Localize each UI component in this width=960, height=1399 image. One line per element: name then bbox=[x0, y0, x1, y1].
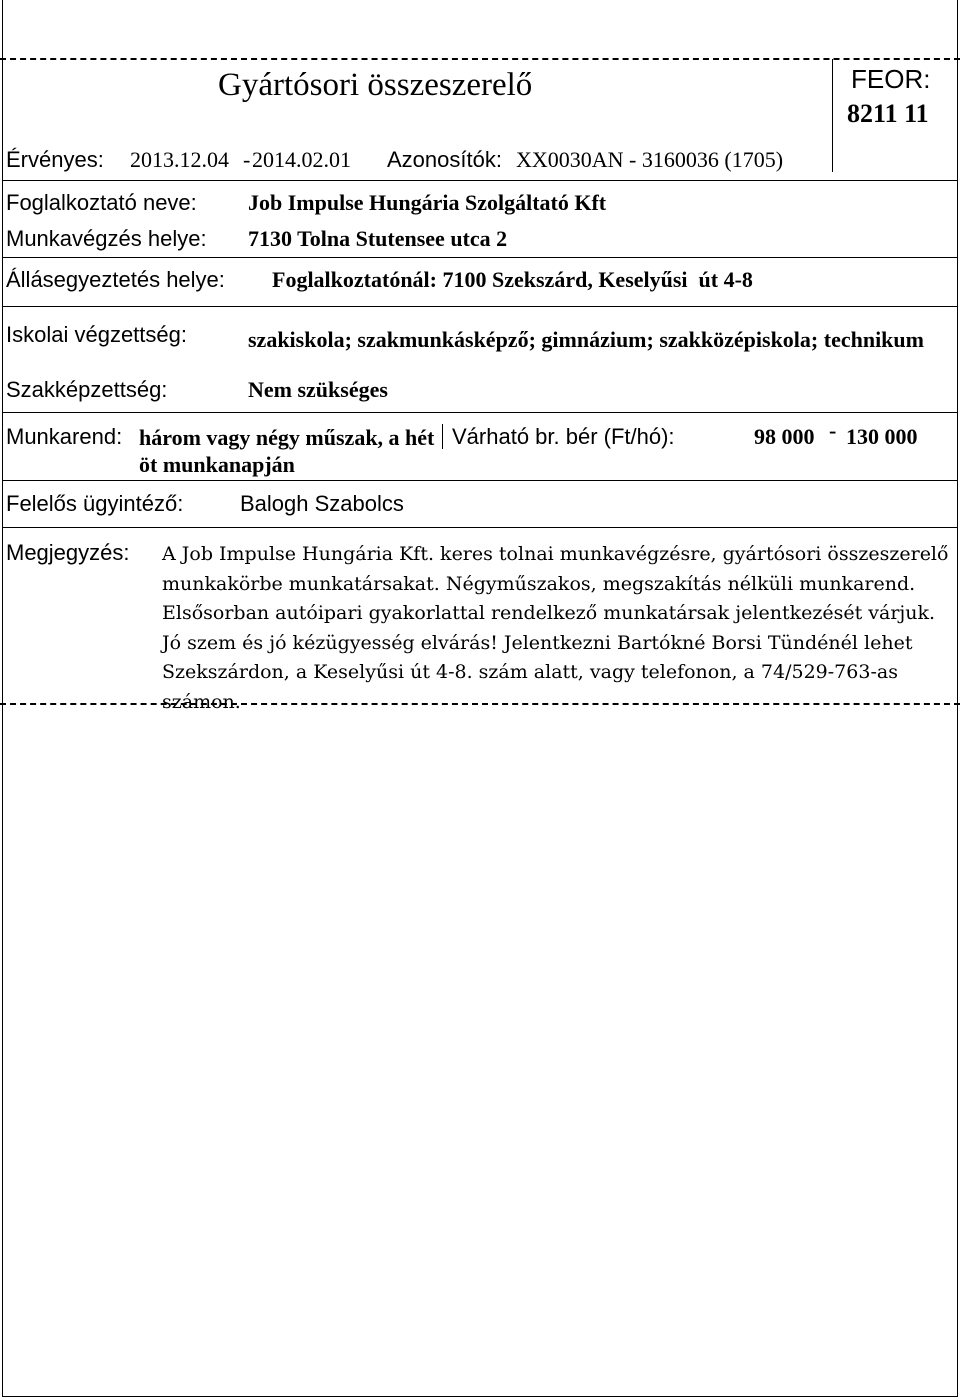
interview-value: Foglalkoztatónál: 7100 Szekszárd, Keselyűsi út 4-8 bbox=[272, 267, 753, 292]
employer-value: Job Impulse Hungária Szolgáltató Kft bbox=[248, 190, 607, 215]
validity-to: 2014.02.01 bbox=[252, 147, 351, 172]
feor-label: FEOR: bbox=[851, 64, 931, 94]
salary-separator: - bbox=[829, 418, 837, 443]
divider-after-interview bbox=[2, 306, 958, 307]
contact-value: Balogh Szabolcs bbox=[240, 491, 404, 516]
note-label: Megjegyzés: bbox=[6, 540, 130, 565]
education-value: szakiskola; szakmunkásképző; gimnázium; szakközépiskola; technikum bbox=[248, 327, 924, 352]
schedule-label: Munkarend: bbox=[6, 424, 123, 449]
salary-max: 130 000 bbox=[846, 424, 918, 449]
divider-after-contact bbox=[2, 527, 958, 528]
salary-min: 98 000 bbox=[754, 424, 815, 449]
qualification-label: Szakképzettség: bbox=[6, 377, 168, 402]
ids-value: XX0030AN - 3160036 (1705) bbox=[516, 147, 784, 172]
education-label: Iskolai végzettség: bbox=[6, 322, 187, 347]
contact-label: Felelős ügyintéző: bbox=[6, 491, 184, 516]
top-dashed-cut-line bbox=[0, 58, 960, 60]
workplace-value: 7130 Tolna Stutensee utca 2 bbox=[248, 226, 508, 251]
divider-after-header bbox=[2, 180, 958, 181]
ids-label: Azonosítók: bbox=[387, 147, 502, 172]
workplace-label: Munkavégzés helye: bbox=[6, 226, 207, 251]
employer-label: Foglalkoztató neve: bbox=[6, 190, 197, 215]
divider-after-schedule bbox=[2, 480, 958, 481]
validity-from: 2013.12.04 bbox=[130, 147, 229, 172]
feor-divider bbox=[832, 59, 833, 172]
validity-separator: - bbox=[243, 147, 251, 172]
interview-label: Állásegyeztetés helye: bbox=[6, 267, 225, 292]
feor-code: 8211 11 bbox=[847, 99, 929, 128]
job-title: Gyártósori összeszerelő bbox=[218, 67, 533, 103]
validity-label: Érvényes: bbox=[6, 147, 104, 172]
qualification-value: Nem szükséges bbox=[248, 377, 388, 402]
divider-after-workplace bbox=[2, 257, 958, 258]
schedule-value: három vagy négy műszak, a hét öt munkanapján bbox=[139, 425, 435, 477]
salary-label: Várható br. bér (Ft/hó): bbox=[452, 424, 675, 449]
divider-after-qualification bbox=[2, 412, 958, 413]
note-value: A Job Impulse Hungária Kft. keres tolnai munkavégzésre, gyártósori összeszerelő munkakörbe munkatársakat. Négyműszakos, megszakítás nélküli munkarend. Elsősorban autóipari gyakorlattal rendelkező munkatársak jelentkezését várjuk. Jó szem és jó kézügyesség elvárás! Jelentkezni Bartókné Borsi Tündénél lehet Szekszárdon, a Keselyűsi út 4-8. szám alatt, vagy telefonon, a 74/529-763-as számon. bbox=[162, 543, 949, 713]
